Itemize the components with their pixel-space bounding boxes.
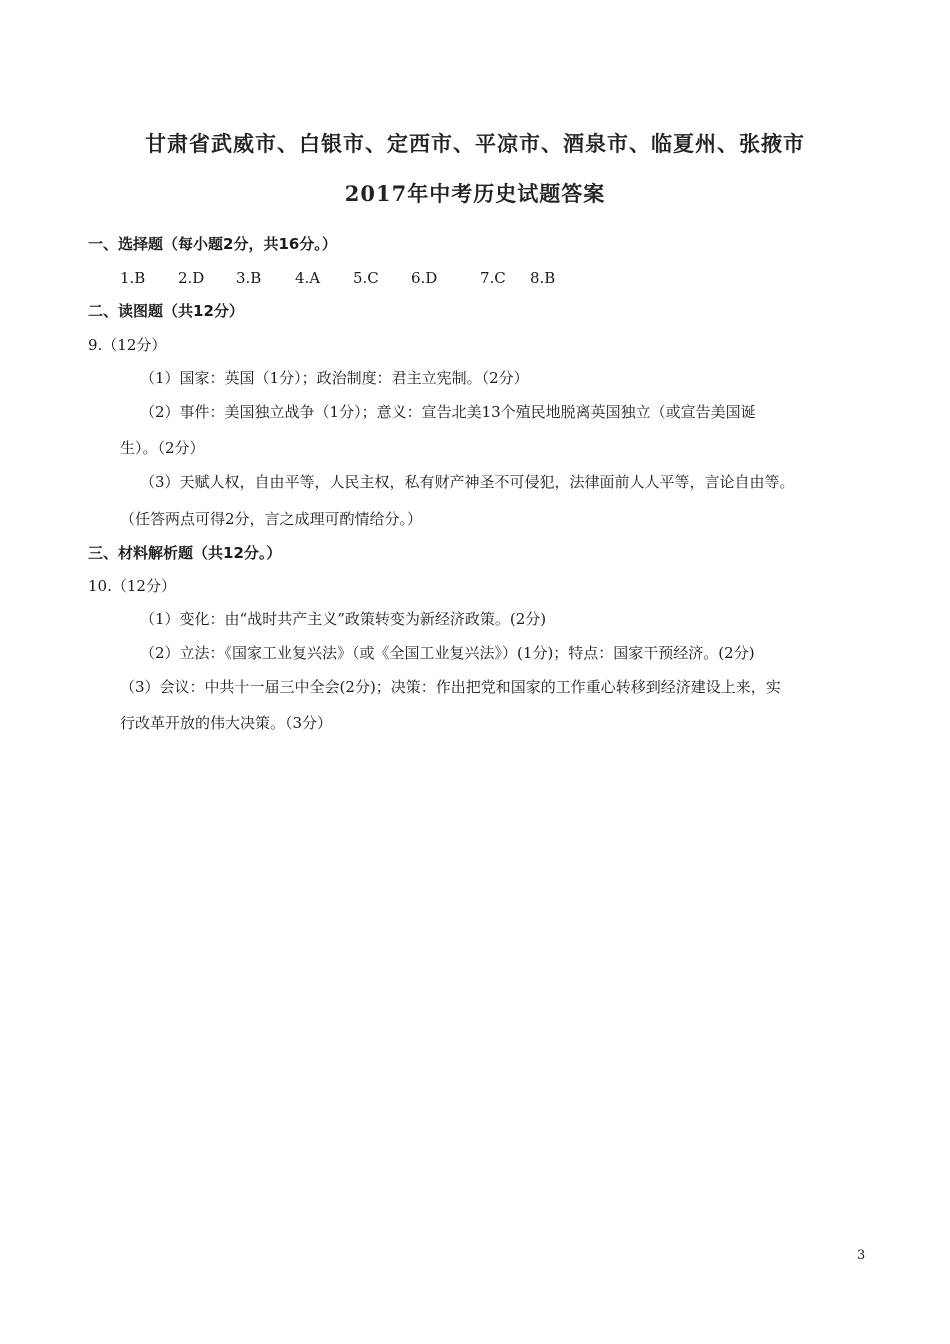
question10-part3: （3）会议：中共十一届三中全会(2分)；决策：作出把党和国家的工作重心转移到经济建设上来，实 [120, 678, 781, 696]
question10-label: 10.（12分） [88, 577, 176, 595]
answer-item: 1.B [120, 269, 146, 287]
answer-item: 5.C [353, 269, 379, 287]
question9-part3: （3）天赋人权，自由平等，人民主权，私有财产神圣不可侵犯，法律面前人人平等，言论自由等。 [140, 473, 795, 491]
section3-heading: 三、材料解析题（共12分。） [88, 544, 282, 562]
document-title-line2: 2017年中考历史试题答案 [344, 181, 606, 206]
section2-heading: 二、读图题（共12分） [88, 302, 244, 320]
question9-label: 9.（12分） [88, 336, 167, 354]
answer-item: 3.B [236, 269, 262, 287]
section1-heading: 一、选择题（每小题2分，共16分。） [88, 235, 337, 253]
answer-item: 8.B [530, 269, 556, 287]
page-number: 3 [857, 1248, 866, 1263]
answer-item: 2.D [178, 269, 205, 287]
answer-item: 4.A [295, 269, 321, 287]
question9-part2: （2）事件：美国独立战争（1分）；意义：宣告北美13个殖民地脱离英国独立（或宣告美国诞 [140, 403, 756, 421]
answer-item: 6.D [411, 269, 438, 287]
question10-part1: （1）变化：由“战时共产主义”政策转变为新经济政策。(2分) [140, 610, 547, 628]
question9-part2-cont: 生）。（2分） [120, 439, 205, 457]
question10-part3-cont: 行改革开放的伟大决策。（3分） [120, 714, 333, 732]
document-title-line1: 甘肃省武威市、白银市、定西市、平凉市、酒泉市、临夏州、张掖市 [145, 131, 805, 156]
question10-part2: （2）立法：《国家工业复兴法》（或《全国工业复兴法》）(1分)；特点：国家干预经济。(2分) [140, 644, 755, 662]
answer-item: 7.C [480, 269, 506, 287]
question9-note: （任答两点可得2分，言之成理可酌情给分。） [120, 510, 423, 528]
question9-part1: （1）国家：英国（1分）；政治制度：君主立宪制。（2分） [140, 369, 529, 387]
